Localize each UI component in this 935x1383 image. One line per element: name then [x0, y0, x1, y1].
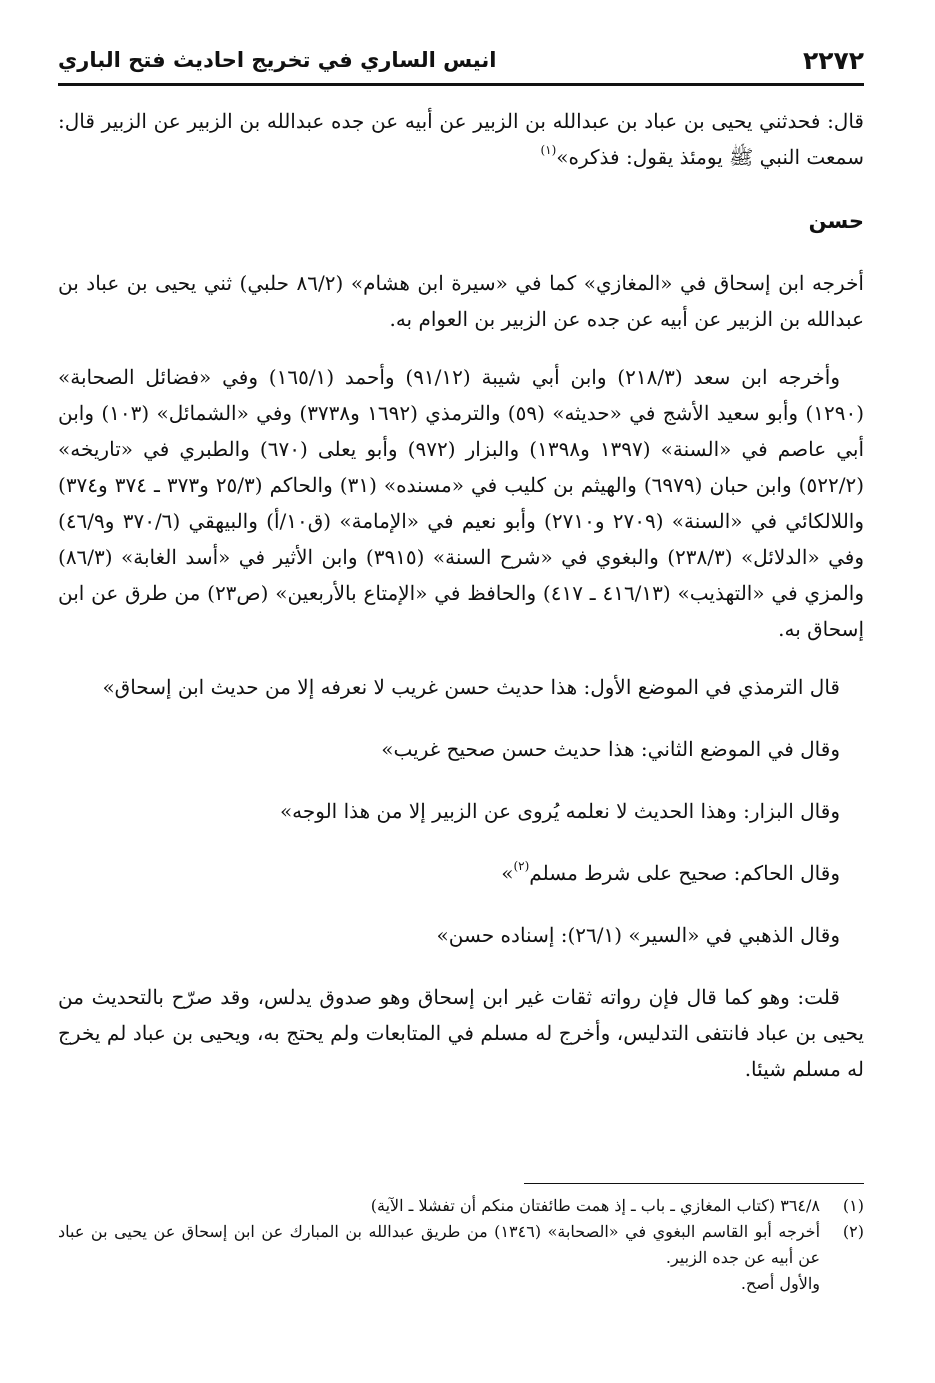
footnote-number: (١) [842, 1196, 864, 1215]
footnote-number: (٢) [842, 1222, 864, 1241]
paragraph-bazzar: وقال البزار: وهذا الحديث لا نعلمه يُروى عن الزبير إلا من هذا الوجه» [279, 799, 840, 823]
footnote-text: أخرجه أبو القاسم البغوي في «الصحابة» (١٣٤٦) من طريق عبدالله بن المبارك عن ابن إسحاق عن يحيى بن عباد عن أبيه عن جده الزبير. [58, 1222, 821, 1267]
footnotes [58, 1193, 864, 1297]
paragraph-hakim: وقال الحاكم: صحيح على شرط مسلم$^{(٢)}$» [501, 859, 840, 885]
paragraph-isnad: قال: فحدثني يحيى بن عباد بن عبدالله بن الزبير عن أبيه عن جده عبدالله بن الزبير عن الزبير قال: سمعت النبي ﷺ يومئذ يقول: فذكره»$^{(١)}$ [58, 109, 864, 169]
paragraph-dhahabi: وقال الذهبي في «السير» (٢٦/١): إسناده حسن» [436, 923, 840, 947]
main-text [58, 103, 864, 1087]
footnote-2-continuation: والأول أصح. [740, 1274, 820, 1293]
page-number: ٢٢٧٢ [802, 45, 864, 75]
paragraph-tirmidhi-second: وقال في الموضع الثاني: هذا حديث حسن صحيح غريب» [381, 737, 840, 761]
footnote-separator [524, 1183, 864, 1184]
footnote-ref-1: (١) [540, 143, 557, 157]
footnote-ref-2: (٢) [513, 859, 530, 873]
page-header [58, 40, 864, 80]
footnote-text: ٣٦٤/٨ (كتاب المغازي ـ باب ـ إذ همت طائفتان منكم أن تفشلا ـ الآية) [370, 1196, 820, 1215]
footnote-1 [58, 1193, 864, 1219]
paragraph-tirmidhi: قال الترمذي في الموضع الأول: هذا حديث حسن غريب لا نعرفه إلا من حديث ابن إسحاق» [102, 675, 840, 699]
paragraph-takhrij: وأخرجه ابن سعد (٢١٨/٣) وابن أبي شيبة (٩١/١٢) وأحمد (١٦٥/١) وفي «فضائل الصحابة» (١٢٩٠) وأبو سعيد الأشج في «حديثه» (٥٩) والترمذي (١٦٩٢ و٣٧٣٨) وفي «الشمائل» (١٠٣) وابن أبي عاصم في «السنة» (١٣٩٧ و١٣٩٨) والبزار (٩٧٢) وأبو يعلى (٦٧٠) والطبري في «تاريخه» (٥٢٢/٢) وابن حبان (٦٩٧٩) والهيثم بن كليب في «مسنده» (٣١) والحاكم (٢٥/٣ و٣٧٣ ـ ٣٧٤ و٣٧٤) واللالكائي في «السنة» (٢٧٠٩ و٢٧١٠) وأبو نعيم في «الإمامة» (ق١٠/أ) والبيهقي (٣٧٠/٦ و٤٦/٩) وفي «الدلائل» (٢٣٨/٣) والبغوي في «شرح السنة» (٣٩١٥) وابن الأثير في «أسد الغابة» (٨٦/٣) والمزي في «التهذيب» (٤١٦/١٣ ـ ٤١٧) والحافظ في «الإمتاع بالأربعين» (ص٢٣) من طرق عن ابن إسحاق به. [58, 365, 865, 641]
header-rule [58, 83, 864, 86]
book-title: انيس الساري في تخريج احاديث فتح الباري [58, 48, 497, 72]
paragraph-ibn-ishaq: أخرجه ابن إسحاق في «المغازي» كما في «سيرة ابن هشام» (٨٦/٢ حلبي) ثني يحيى بن عباد بن عبدالله بن الزبير عن أبيه عن جده عن الزبير بن العوام به. [58, 271, 864, 331]
footnote-2 [58, 1219, 864, 1271]
paragraph-conclusion: قلت: وهو كما قال فإن رواته ثقات غير ابن إسحاق وهو صدوق يدلس، وقد صرّح بالتحديث من يحيى بن عباد فانتفى التدليس، وأخرج له مسلم في المتابعات ولم يحتج به، ويحيى بن عباد لم يخرج له مسلم شيئا. [58, 985, 864, 1081]
grade-heading: حسن [808, 209, 864, 233]
